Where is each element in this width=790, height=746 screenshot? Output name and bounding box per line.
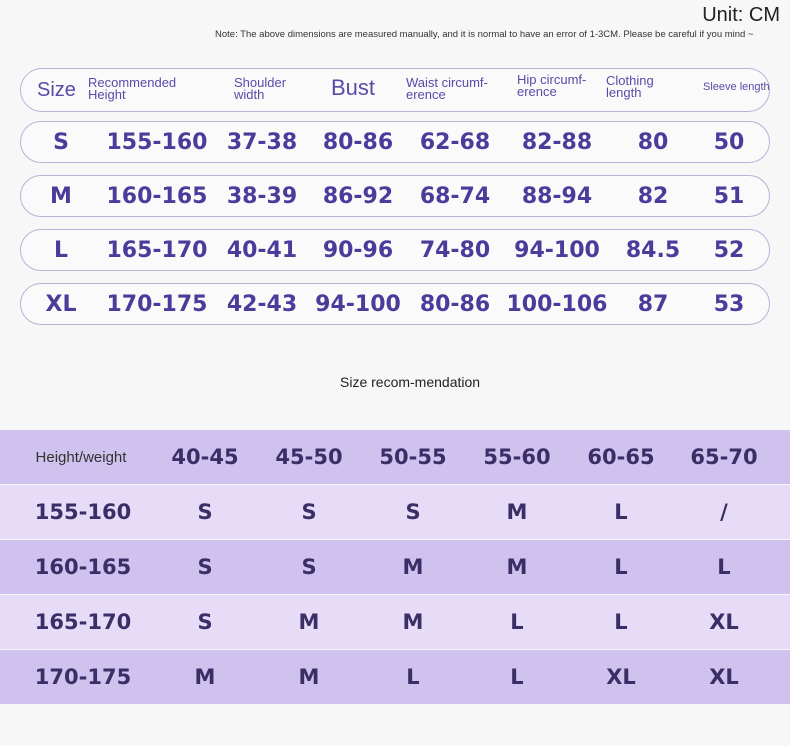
- size-recommendation-cell: M: [506, 555, 528, 579]
- size-cell-length: 82: [637, 183, 669, 209]
- height-label: 165-170: [34, 610, 132, 634]
- size-table-header: [20, 68, 770, 112]
- size-recommendation-cell: XL: [709, 665, 739, 689]
- recommendation-row: [0, 485, 790, 539]
- size-cell-shoulder: 37-38: [226, 129, 298, 155]
- size-cell-waist: 80-86: [419, 291, 491, 317]
- corner-label: Height/weight: [35, 448, 127, 466]
- size-cell-bust: 80-86: [322, 129, 394, 155]
- header-size: Size: [37, 79, 76, 101]
- size-cell-size: S: [53, 129, 69, 155]
- size-row: [20, 175, 770, 217]
- size-cell-sleeve: 51: [713, 183, 745, 209]
- size-cell-size: XL: [45, 291, 77, 317]
- size-cell-length: 80: [637, 129, 669, 155]
- weight-header: 50-55: [379, 445, 447, 469]
- size-cell-waist: 68-74: [419, 183, 491, 209]
- size-cell-shoulder: 40-41: [226, 237, 298, 263]
- size-row: [20, 229, 770, 271]
- size-cell-shoulder: 42-43: [226, 291, 298, 317]
- size-cell-hip: 88-94: [521, 183, 593, 209]
- size-cell-length: 87: [637, 291, 669, 317]
- weight-header: 55-60: [483, 445, 551, 469]
- size-cell-height: 165-170: [106, 237, 208, 263]
- size-cell-length: 84.5: [625, 237, 681, 263]
- size-cell-waist: 62-68: [419, 129, 491, 155]
- size-recommendation-cell: M: [402, 610, 424, 634]
- size-cell-sleeve: 50: [713, 129, 745, 155]
- height-label: 170-175: [34, 665, 132, 689]
- header-length: Clothing length: [606, 73, 654, 100]
- size-cell-waist: 74-80: [419, 237, 491, 263]
- size-cell-size: M: [50, 183, 72, 209]
- size-recommendation-cell: S: [301, 555, 317, 579]
- size-cell-hip: 94-100: [514, 237, 600, 263]
- size-recommendation-cell: L: [406, 665, 420, 689]
- recommendation-title: Size recom-mendation: [340, 374, 481, 390]
- height-label: 155-160: [34, 500, 132, 524]
- size-recommendation-cell: S: [197, 555, 213, 579]
- size-recommendation-cell: L: [614, 500, 628, 524]
- height-label: 160-165: [34, 555, 132, 579]
- weight-header: 45-50: [275, 445, 343, 469]
- size-cell-bust: 90-96: [322, 237, 394, 263]
- size-recommendation-cell: L: [614, 555, 628, 579]
- size-recommendation-cell: /: [720, 500, 728, 524]
- size-recommendation-cell: S: [197, 500, 213, 524]
- size-cell-bust: 86-92: [322, 183, 394, 209]
- size-recommendation-cell: S: [405, 500, 421, 524]
- size-cell-height: 160-165: [106, 183, 208, 209]
- size-recommendation-cell: XL: [709, 610, 739, 634]
- header-sleeve: Sleeve length: [703, 81, 770, 93]
- size-cell-sleeve: 52: [713, 237, 745, 263]
- recommendation-row: [0, 540, 790, 594]
- recommendation-row: [0, 650, 790, 704]
- size-recommendation-cell: L: [510, 610, 524, 634]
- size-cell-hip: 100-106: [506, 291, 608, 317]
- size-cell-bust: 94-100: [315, 291, 401, 317]
- size-recommendation-cell: M: [194, 665, 216, 689]
- size-row: [20, 283, 770, 325]
- size-recommendation-cell: S: [301, 500, 317, 524]
- size-recommendation-cell: XL: [606, 665, 636, 689]
- size-cell-height: 155-160: [106, 129, 208, 155]
- size-cell-size: L: [53, 237, 69, 263]
- header-bust: Bust: [331, 75, 376, 100]
- size-recommendation-cell: L: [614, 610, 628, 634]
- header-height: Recommended Height: [88, 75, 177, 102]
- size-row: [20, 121, 770, 163]
- size-recommendation-cell: M: [298, 665, 320, 689]
- size-recommendation-cell: M: [402, 555, 424, 579]
- recommendation-row: [0, 595, 790, 649]
- size-recommendation-cell: M: [298, 610, 320, 634]
- unit-label: Unit: CM: [702, 4, 780, 26]
- size-recommendation-cell: M: [506, 500, 528, 524]
- size-recommendation-cell: S: [197, 610, 213, 634]
- size-recommendation-cell: L: [717, 555, 731, 579]
- size-cell-height: 170-175: [106, 291, 208, 317]
- size-cell-hip: 82-88: [521, 129, 593, 155]
- header-waist: Waist circumf-erence: [406, 75, 488, 102]
- measurement-note: Note: The above dimensions are measured manually, and it is normal to have an error of 1-3CM. Please be careful if you mind ~: [215, 29, 754, 40]
- weight-header: 40-45: [171, 445, 239, 469]
- size-cell-shoulder: 38-39: [226, 183, 298, 209]
- size-recommendation-cell: L: [510, 665, 524, 689]
- weight-header: 65-70: [690, 445, 758, 469]
- header-shoulder: Shoulder width: [234, 75, 287, 102]
- header-hip: Hip circumf-erence: [517, 72, 587, 99]
- recommendation-header-row: [0, 430, 790, 484]
- size-cell-sleeve: 53: [713, 291, 745, 317]
- weight-header: 60-65: [587, 445, 655, 469]
